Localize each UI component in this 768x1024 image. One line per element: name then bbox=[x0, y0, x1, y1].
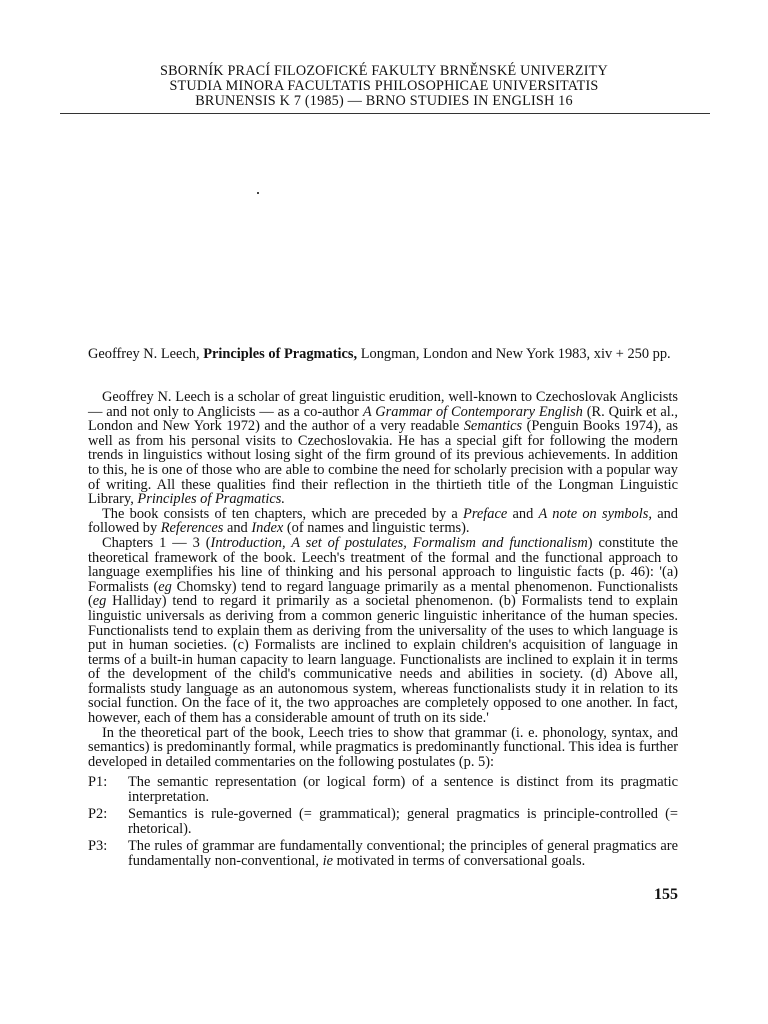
citation-title: Principles of Pragmatics, bbox=[203, 346, 358, 362]
p2-italic-b: A note on symbols, bbox=[538, 505, 652, 522]
p1-text-b: (R. Quirk et al., London and New York 1972) and the author of a very readable bbox=[88, 403, 678, 435]
header-rule bbox=[60, 113, 710, 114]
review-body bbox=[88, 390, 678, 769]
p3-italic-b: eg bbox=[158, 578, 172, 595]
p2-text-b: and bbox=[507, 505, 539, 522]
p1-text-a: Geoffrey N. Leech is a scholar of great linguistic erudition, well-known to Czechoslovak Anglicists — and not only to Anglicists — as a co-author bbox=[88, 389, 678, 420]
p2-italic-c: References bbox=[160, 520, 224, 537]
p3-text-a: Chapters 1 — 3 ( bbox=[102, 534, 211, 551]
header-line-2: STUDIA MINORA FACULTATIS PHILOSOPHICAE UNIVERSITATIS bbox=[169, 78, 599, 94]
postulate-text bbox=[128, 839, 678, 868]
stray-mark bbox=[257, 192, 259, 194]
paragraph-4 bbox=[88, 726, 678, 770]
postulate-item bbox=[88, 807, 678, 836]
paragraph-3 bbox=[88, 536, 678, 726]
postulate-label: P1: bbox=[88, 774, 108, 790]
postulate-label: P2: bbox=[88, 806, 108, 823]
p2-text-d: and bbox=[223, 520, 252, 537]
p2-italic-a: Preface bbox=[463, 505, 508, 522]
citation-author: Geoffrey N. Leech, bbox=[88, 346, 200, 362]
postulate-item bbox=[88, 775, 678, 804]
citation-pages: xiv + 250 pp. bbox=[593, 346, 671, 362]
postulate-list bbox=[88, 775, 678, 872]
postulate-label: P3: bbox=[88, 838, 108, 855]
p3-postulate-text-a: The rules of grammar are fundamentally conventional; the principles of general pragmatics are fundamentally non-conventional, bbox=[128, 838, 678, 869]
journal-header bbox=[60, 64, 708, 109]
p2-text-c: and followed by bbox=[88, 505, 678, 537]
p2-italic-d: Index bbox=[251, 520, 284, 537]
p3-text-c: Chomsky) tend to regard language primarily as a mental phenomenon. Functionalists ( bbox=[88, 578, 678, 610]
p3-italic-c: eg bbox=[92, 593, 107, 610]
p2-text-a: The book consists of ten chapters, which are preceded by a bbox=[102, 505, 464, 522]
p1-italic-b: Semantics bbox=[463, 418, 523, 435]
header-line-1: SBORNÍK PRACÍ FILOZOFICKÉ FAKULTY BRNĚNSKÉ UNIVERZITY bbox=[160, 63, 608, 79]
paragraph-2 bbox=[88, 507, 678, 536]
p1-italic-c: Principles of Pragmatics. bbox=[137, 491, 285, 508]
postulate-item bbox=[88, 839, 678, 868]
paragraph-1 bbox=[88, 390, 678, 507]
p3-postulate-italic: ie bbox=[322, 852, 334, 869]
p3-italic-a: Introduction, A set of postulates, Formalism and functionalism bbox=[210, 534, 588, 551]
p3-postulate-text-b: motivated in terms of conversational goals. bbox=[333, 852, 586, 869]
p2-text-e: (of names and linguistic terms). bbox=[283, 520, 470, 537]
header-line-3: BRUNENSIS K 7 (1985) — BRNO STUDIES IN ENGLISH 16 bbox=[195, 93, 573, 109]
page-number: 155 bbox=[654, 886, 678, 903]
p1-text-c: (Penguin Books 1974), as well as from his personal visits to Czechoslovakia. He has a special gift for following the modern trends in linguistics without losing sight of the firm ground of its previous achievements. In addition to this, he is one of those who are able to combine the need for scholarly precision with a popular way of writing. All these qualities find their reflection in the thirtieth title of the Longman Linguistic Library, bbox=[88, 418, 679, 508]
p3-text-d: Halliday) tend to regard it primarily as a societal phenomenon. (b) Formalists tend to explain linguistic universals as deriving from a common generic linguistic inheritance of the human species. Functionalists tend to explain them as deriving from the universality of the uses to which language is put in human societies. (c) Formalists are inclined to explain children's acquisition of language in terms of a built-in human capacity to learn language. Functionalists are inclined to explain it in terms of the development of the child's communicative needs and abilities in society. (d) Above all, formalists study language as an autonomous system, whereas functionalists study it in relation to its social function. On the face of it, the two approaches are completely opposed to one another. In fact, however, each of them has a considerable amount of truth on its side.' bbox=[88, 593, 678, 727]
citation-publisher: Longman, London and New York 1983, bbox=[360, 346, 591, 362]
p1-italic-a: A Grammar of Contemporary English bbox=[362, 403, 583, 420]
postulate-text: Semantics is rule-governed (= grammatical); general pragmatics is principle-controlled (= rhetorical). bbox=[128, 806, 678, 837]
postulate-text: The semantic representation (or logical form) of a sentence is distinct from its pragmatic interpretation. bbox=[128, 774, 678, 805]
p4-text-a: In the theoretical part of the book, Leech tries to show that grammar (i. e. phonology, syntax, and semantics) is predominantly formal, while pragmatics is predominantly functional. This idea is further developed in detailed commentaries on the following postulates (p. 5): bbox=[88, 724, 678, 770]
p3-text-b: ) constitute the theoretical framework of the book. Leech's treatment of the formal and the functional approach to language exemplifies his line of thinking and his personal approach to linguistic facts (p. 46): '(a) Formalists ( bbox=[88, 534, 678, 595]
review-citation bbox=[88, 346, 678, 362]
